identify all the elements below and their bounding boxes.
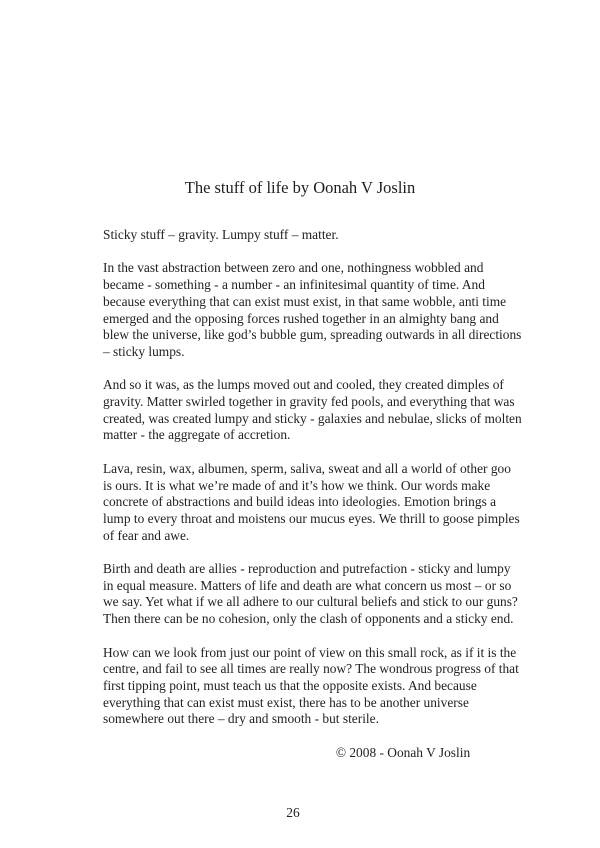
paragraph: Lava, resin, wax, albumen, sperm, saliva, sweat and all a world of other goo is ours. It is what we’re made of and it’s how we think. Our words make concrete of abstractions and build ideas into ideologies. Emotion brings a lump to every throat and moistens our mucus eyes. We thrill to goose pimples of fear and awe. (103, 460, 520, 543)
copyright-notice: © 2008 - Oonah V Joslin (335, 744, 471, 760)
paragraph: How can we look from just our point of view on this small rock, as if it is the centre, and fail to see all times are really now? The wondrous progress of that first tipping point, must teach us that the opposite exists. And because everything that can exist must exist, there has to be another universe somewhere out there – dry and smooth - but sterile. (103, 644, 519, 727)
story-title: The stuff of life by Oonah V Joslin (184, 178, 416, 197)
story-body (103, 227, 523, 778)
paragraph: Sticky stuff – gravity. Lumpy stuff – matter. (103, 227, 339, 242)
paragraph: In the vast abstraction between zero and one, nothingness wobbled and became - something - a number - an infinitesimal quantity of time. And because everything that can exist must exist, in that same wobble, anti time emerged and the opposing forces rushed together in an almighty bang and blew the universe, like god’s bubble gum, spreading outwards in all directions – sticky lumps. (103, 260, 522, 359)
page-number: 26 (286, 805, 300, 820)
paragraph: And so it was, as the lumps moved out and cooled, they created dimples of gravity. Matter swirled together in gravity fed pools, and everything that was created, was created lumpy and sticky - galaxies and nebulae, slicks of molten matter - the aggregate of accretion. (103, 377, 522, 443)
paragraph: Birth and death are allies - reproduction and putrefaction - sticky and lumpy in equal measure. Matters of life and death are what concern us most – or so we say. Yet what if we all adhere to our cultural beliefs and stick to our guns? Then there can be no cohesion, only the clash of opponents and a sticky end. (103, 561, 518, 627)
